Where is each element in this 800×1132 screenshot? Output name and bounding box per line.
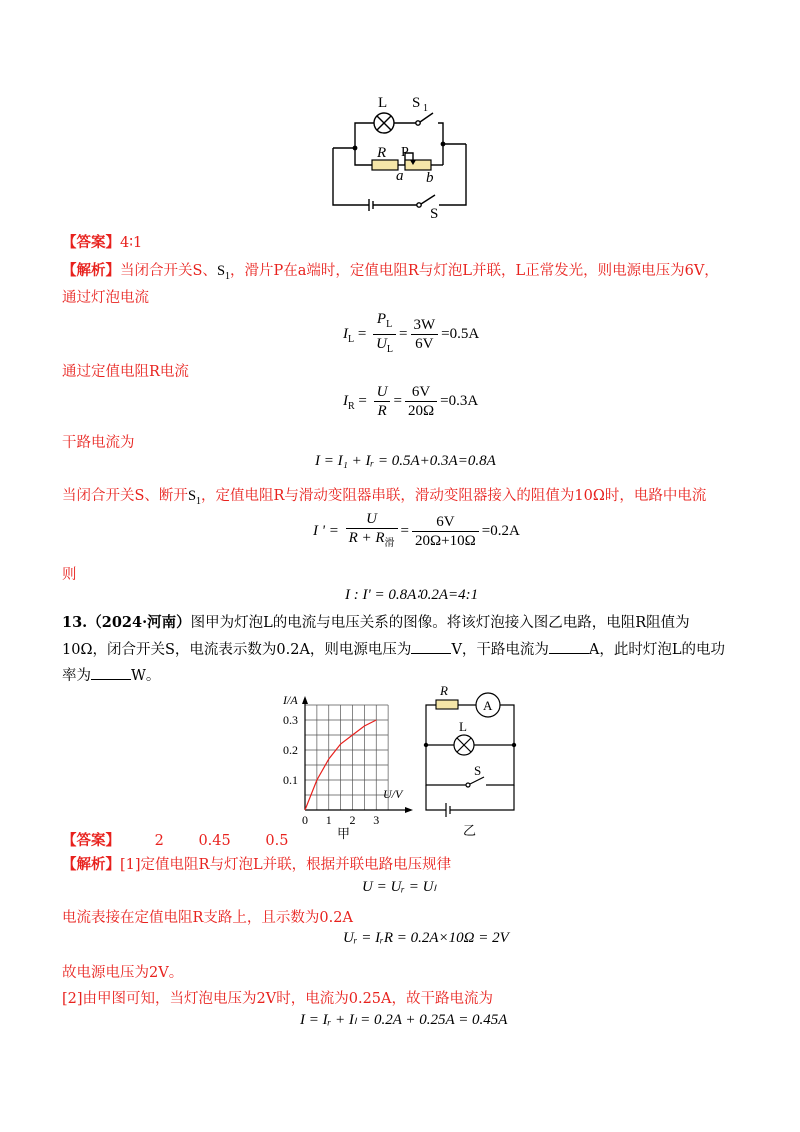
analysis-text: 当闭合开关S、断开 <box>62 488 188 504</box>
y-tick-label: 0.2 <box>283 743 298 757</box>
eq-subscript: 滑 <box>384 538 395 549</box>
end-b-label: b <box>426 170 434 186</box>
eq-result: =0.3A <box>440 392 479 409</box>
end-a-label: a <box>396 168 404 184</box>
answer-tag: 【答案】 <box>62 234 120 251</box>
analysis-line-1 <box>62 259 752 282</box>
answer-1: 2 <box>154 833 164 849</box>
question-number: 13. <box>62 614 88 631</box>
y-axis-label: I/A <box>283 693 298 707</box>
equation-total-current-q13: I = Iᵣ + Iₗ = 0.2A + 0.25A = 0.45A <box>300 1012 508 1028</box>
question-text: 图甲为灯泡L的电流与电压关系的图像。将该灯泡接入图乙电路，电阻R阻值为 <box>190 615 690 631</box>
resistor-label: R <box>377 145 387 161</box>
eq-symbol: U <box>376 336 387 352</box>
fraction-denominator: 20Ω <box>407 403 435 419</box>
s1-letter: S <box>216 263 226 279</box>
eq-symbol: U <box>366 511 377 527</box>
fraction-denominator: 20Ω+10Ω <box>415 533 476 549</box>
equation-ur: Uᵣ = IᵣR = 0.2A×10Ω = 2V <box>343 930 509 946</box>
s1-subscript: 1 <box>225 270 231 282</box>
switch-s1-subscript: 1 <box>423 103 428 114</box>
fraction <box>411 316 439 353</box>
answer-line-q13 <box>62 829 288 850</box>
eq-subscript: L <box>348 333 355 345</box>
s1-symbol <box>216 263 231 282</box>
analysis-line-6: 则 <box>62 567 77 583</box>
s1-subscript: 1 <box>196 495 202 507</box>
analysis-q13-line-4: [2]由甲图可知，当灯泡电压为2V时，电流为0.25A，故干路电流为 <box>62 991 493 1007</box>
equation-ir: $I_R$ = $\frac{U}{R}$ = $\frac{6V}{20\Omega}$ =0.3A <box>343 384 479 419</box>
q13-line-3 <box>62 664 160 685</box>
equation-total-current: I = I₁ + Iᵣ = 0.5A+0.3A=0.8A <box>315 453 496 469</box>
analysis-text: [1]定值电阻R与灯泡L并联，根据并联电路电压规律 <box>120 857 452 873</box>
y-tick-label: 0.1 <box>283 773 298 787</box>
question-text: 10Ω，闭合开关S，电流表示数为0.2A，则电源电压为 <box>62 642 412 658</box>
blank-power <box>91 667 131 680</box>
question-text: A，此时灯泡L的电功 <box>588 642 726 658</box>
analysis-line-2: 通过灯泡电流 <box>62 290 149 306</box>
slider-label: P <box>401 145 409 160</box>
y-axis-arrow <box>302 696 308 704</box>
answer-3: 0.5 <box>265 833 289 849</box>
eq-subscript: L <box>386 319 393 330</box>
y-tick-label: 0.3 <box>283 713 298 727</box>
eq-subscript: L <box>386 344 394 355</box>
analysis-q13-line-3: 故电源电压为2V。 <box>62 965 184 981</box>
eq-subscript: R <box>348 400 355 412</box>
lamp-label: L <box>378 95 388 111</box>
analysis-tag: 【解析】 <box>62 856 120 873</box>
switch-s1-label: S <box>412 95 421 111</box>
fraction-numerator: 3W <box>411 316 439 335</box>
eq-result: =0.5A <box>441 325 480 342</box>
x-tick-label: 0 <box>302 813 308 827</box>
equation-ratio: I : I' = 0.8A∶0.2A=4:1 <box>345 587 479 603</box>
equation-series-current: I ' = $\frac{U}{R + R_滑}$ = $\frac{6V}{20\Omega+10\Omega}$ =0.2A <box>313 510 520 553</box>
analysis-q13-line-2: 电流表接在定值电阻R支路上，且示数为0.2A <box>62 910 353 926</box>
analysis-line-3: 通过定值电阻R电流 <box>62 364 189 380</box>
iu-graph <box>275 688 415 843</box>
eq-symbol: P <box>376 311 387 327</box>
analysis-line-5 <box>62 484 762 507</box>
blank-current <box>549 641 589 654</box>
eq-symbol: U <box>376 384 388 400</box>
analysis-tag: 【解析】 <box>62 262 120 279</box>
eq-symbol: R <box>377 403 387 419</box>
eq-symbol: R + R <box>348 530 385 546</box>
resistor-label-2: R <box>440 685 448 698</box>
equation-voltage-rule: U = Uᵣ = Uₗ <box>362 879 436 895</box>
analysis-q13-line-1 <box>62 853 451 874</box>
eq-result: =0.2A <box>481 522 520 539</box>
analysis-line-4: 干路电流为 <box>62 435 135 451</box>
analysis-text: ，定值电阻R与滑动变阻器串联，滑动变阻器接入的阻值为10Ω时，电路中电流 <box>201 488 707 504</box>
switch-s-label: S <box>430 206 439 222</box>
q13-line-2 <box>62 638 762 659</box>
fraction <box>412 513 479 550</box>
lamp-label-2: L <box>459 719 467 734</box>
x-axis-arrow <box>405 807 413 813</box>
fraction-numerator: 6V <box>412 513 479 532</box>
ammeter-label: A <box>483 698 493 713</box>
circuit-diagram-2 <box>418 685 528 840</box>
fraction-denominator: 6V <box>415 336 434 352</box>
analysis-text: 当闭合开关S、 <box>120 263 217 279</box>
equation-il: $I_L$ = $\frac{P_L}{U_L}$ = $\frac{3W}{6V}$ =0.5A <box>343 310 479 359</box>
x-tick-label: 1 <box>325 813 332 827</box>
eq-symbol: I <box>343 392 348 409</box>
q13-line-1 <box>62 611 762 632</box>
fraction-numerator: 6V <box>405 383 437 402</box>
x-tick-label: 3 <box>373 813 380 827</box>
switch-label-2: S <box>474 763 482 778</box>
circuit-caption: 乙 <box>463 823 477 838</box>
question-text: W。 <box>131 668 161 684</box>
fraction <box>374 383 391 420</box>
analysis-text: ，滑片P在a端时，定值电阻R与灯泡L并联，L正常发光，则电源电压为6V， <box>230 263 719 279</box>
fraction <box>405 383 437 420</box>
fraction <box>346 510 398 553</box>
graph-caption: 甲 <box>337 827 351 842</box>
answer-tag: 【答案】 <box>62 832 120 849</box>
eq-symbol: I <box>343 325 348 342</box>
answer-2: 0.45 <box>198 833 231 849</box>
answer-value: 4∶1 <box>120 235 143 251</box>
answer-line-q12 <box>62 231 142 252</box>
circuit-diagram-1 <box>325 92 475 222</box>
question-text: 率为 <box>62 668 91 684</box>
x-axis-label: U/V <box>383 787 403 801</box>
blank-voltage <box>411 641 451 654</box>
eq-symbol: I ' = <box>313 522 339 539</box>
x-tick-label: 2 <box>349 813 356 827</box>
s1-letter: S <box>187 488 197 504</box>
question-text: V，干路电流为 <box>451 642 549 658</box>
fraction <box>373 310 396 359</box>
question-source: （2024·河南） <box>87 614 191 631</box>
s1-symbol <box>187 488 202 507</box>
